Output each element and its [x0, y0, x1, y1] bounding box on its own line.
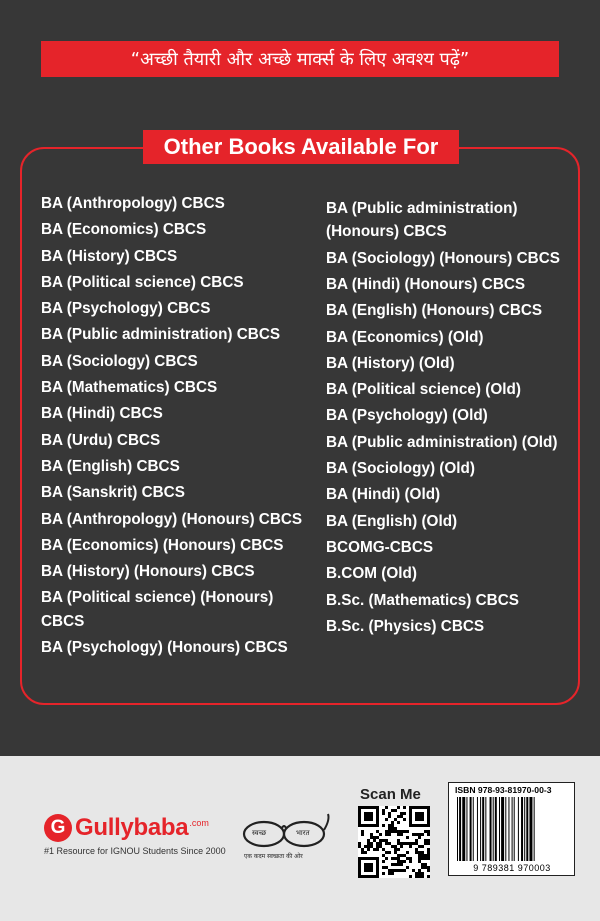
isbn-barcode — [448, 782, 575, 876]
book-item: BA (Anthropology) CBCS — [41, 195, 225, 212]
book-item: BA (Hindi) CBCS — [41, 405, 163, 423]
book-item: BA (Sociology) (Honours) CBCS — [326, 249, 560, 267]
book-item: B.Sc. (Physics) CBCS — [326, 617, 485, 635]
brand-suffix: .com — [189, 818, 209, 828]
bharat-text: भारत — [296, 829, 310, 837]
book-item: BA (Psychology) (Old) — [326, 407, 488, 425]
swachh-tagline: एक कदम स्वच्छता की ओर — [244, 853, 303, 860]
swachh-text: स्वच्छ — [252, 829, 267, 837]
books-list-left — [41, 192, 311, 662]
book-item: BA (English) (Old) — [326, 512, 458, 530]
book-item: BA (English) CBCS — [41, 457, 180, 475]
book-item: BA (Economics) CBCS — [41, 221, 207, 239]
book-item: BA (History) CBCS — [41, 247, 178, 265]
book-item: BA (Political science) (Honours) CBCS — [41, 589, 274, 630]
book-item: BA (Mathematics) CBCS — [41, 379, 218, 397]
book-item: BA (Public administration) CBCS — [41, 326, 281, 344]
book-item: BA (Public administration) (Honours) CBCS — [326, 200, 518, 241]
book-item: B.Sc. (Mathematics) CBCS — [326, 591, 519, 609]
book-item: BA (English) (Honours) CBCS — [326, 302, 543, 320]
brand-tagline: #1 Resource for IGNOU Students Since 2000 — [44, 846, 226, 856]
barcode-digits: 9 789381 970003 — [473, 863, 551, 873]
book-item: BCOMG-CBCS — [326, 538, 434, 556]
qr-code[interactable] — [358, 806, 430, 878]
brand-name: Gullybaba — [75, 814, 189, 841]
scan-me-label: Scan Me — [360, 786, 421, 803]
qr-code-graphic — [358, 806, 430, 878]
book-item: BA (Anthropology) (Honours) CBCS — [41, 510, 303, 528]
barcode-icon — [455, 797, 569, 861]
book-item: BA (Economics) (Honours) CBCS — [41, 536, 284, 554]
book-item: BA (Sociology) CBCS — [41, 352, 198, 370]
book-item: B.COM (Old) — [326, 565, 417, 583]
book-item: BA (Sociology) (Old) — [326, 460, 475, 478]
book-item: BA (Political science) CBCS — [41, 273, 244, 291]
books-list-right — [326, 197, 581, 641]
book-item: BA (Political science) (Old) — [326, 381, 521, 399]
book-item: BA (History) (Old) — [326, 354, 455, 372]
gullybaba-g-icon: G — [44, 814, 72, 842]
other-books-heading: Other Books Available For — [143, 130, 459, 164]
book-item: BA (History) (Honours) CBCS — [41, 563, 255, 581]
book-item: BA (Economics) (Old) — [326, 328, 484, 346]
book-item: BA (Hindi) (Honours) CBCS — [326, 276, 526, 293]
book-item: BA (Sanskrit) CBCS — [41, 484, 185, 502]
isbn-number: ISBN 978-93-81970-00-3 — [455, 785, 552, 795]
book-item: BA (Hindi) (Old) — [326, 486, 441, 504]
hindi-tagline-banner: “अच्छी तैयारी और अच्छे मार्क्स के लिए अवश्य पढ़ें” — [41, 41, 559, 77]
book-item: BA (Public administration) (Old) — [326, 433, 558, 451]
swachh-bharat-logo — [240, 812, 332, 864]
gullybaba-logo — [44, 814, 209, 842]
book-item: BA (Psychology) (Honours) CBCS — [41, 639, 288, 657]
book-item: BA (Urdu) CBCS — [41, 431, 161, 449]
book-item: BA (Psychology) CBCS — [41, 300, 211, 318]
